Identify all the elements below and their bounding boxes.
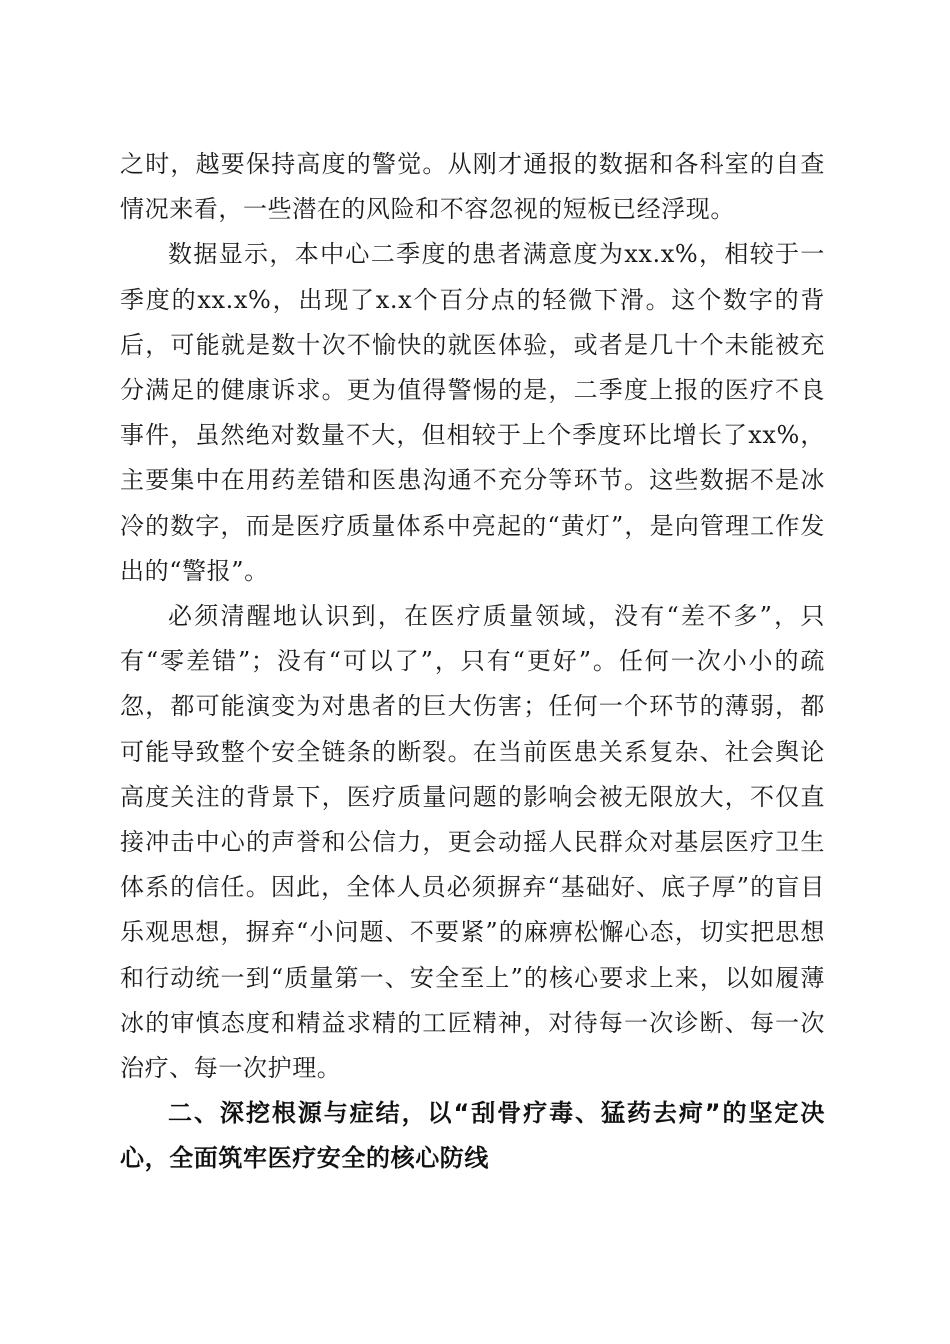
paragraph-continuation: 之时，越要保持高度的警觉。从刚才通报的数据和各科室的自查情况来看，一些潜在的风险和不容忽视的短板已经浮现。 [120,150,825,224]
section-heading: 二、深挖根源与症结，以“刮骨疗毒、猛药去疴”的坚定决心，全面筑牢医疗安全的核心防线 [120,1099,825,1173]
document-body [120,142,825,1182]
paragraph-awareness: 必须清醒地认识到，在医疗质量领域，没有“差不多”，只有“零差错”；没有“可以了”，只有“更好”。任何一次小小的疏忽，都可能演变为对患者的巨大伤害；任何一个环节的薄弱，都可能导致整个安全链条的断裂。在当前医患关系复杂、社会舆论高度关注的背景下，医疗质量问题的影响会被无限放大，不仅直接冲击中心的声誉和公信力，更会动摇人民群众对基层医疗卫生体系的信任。因此，全体人员必须摒弃“基础好、底子厚”的盲目乐观思想，摒弃“小问题、不要紧”的麻痹松懈心态，切实把思想和行动统一到“质量第一、安全至上”的核心要求上来，以如履薄冰的审慎态度和精益求精的工匠精神，对待每一次诊断、每一次治疗、每一次护理。 [120,602,825,1083]
paragraph-data-analysis: 数据显示，本中心二季度的患者满意度为xx.x%，相较于一季度的xx.x%，出现了x.x个百分点的轻微下滑。这个数字的背后，可能就是数十次不愉快的就医体验，或者是几十个未能被充分满足的健康诉求。更为值得警惕的是，二季度上报的医疗不良事件，虽然绝对数量不大，但相较于上个季度环比增长了xx%，主要集中在用药差错和医患沟通不充分等环节。这些数据不是冰冷的数字，而是医疗质量体系中亮起的“黄灯”，是向管理工作发出的“警报”。 [120,240,825,585]
